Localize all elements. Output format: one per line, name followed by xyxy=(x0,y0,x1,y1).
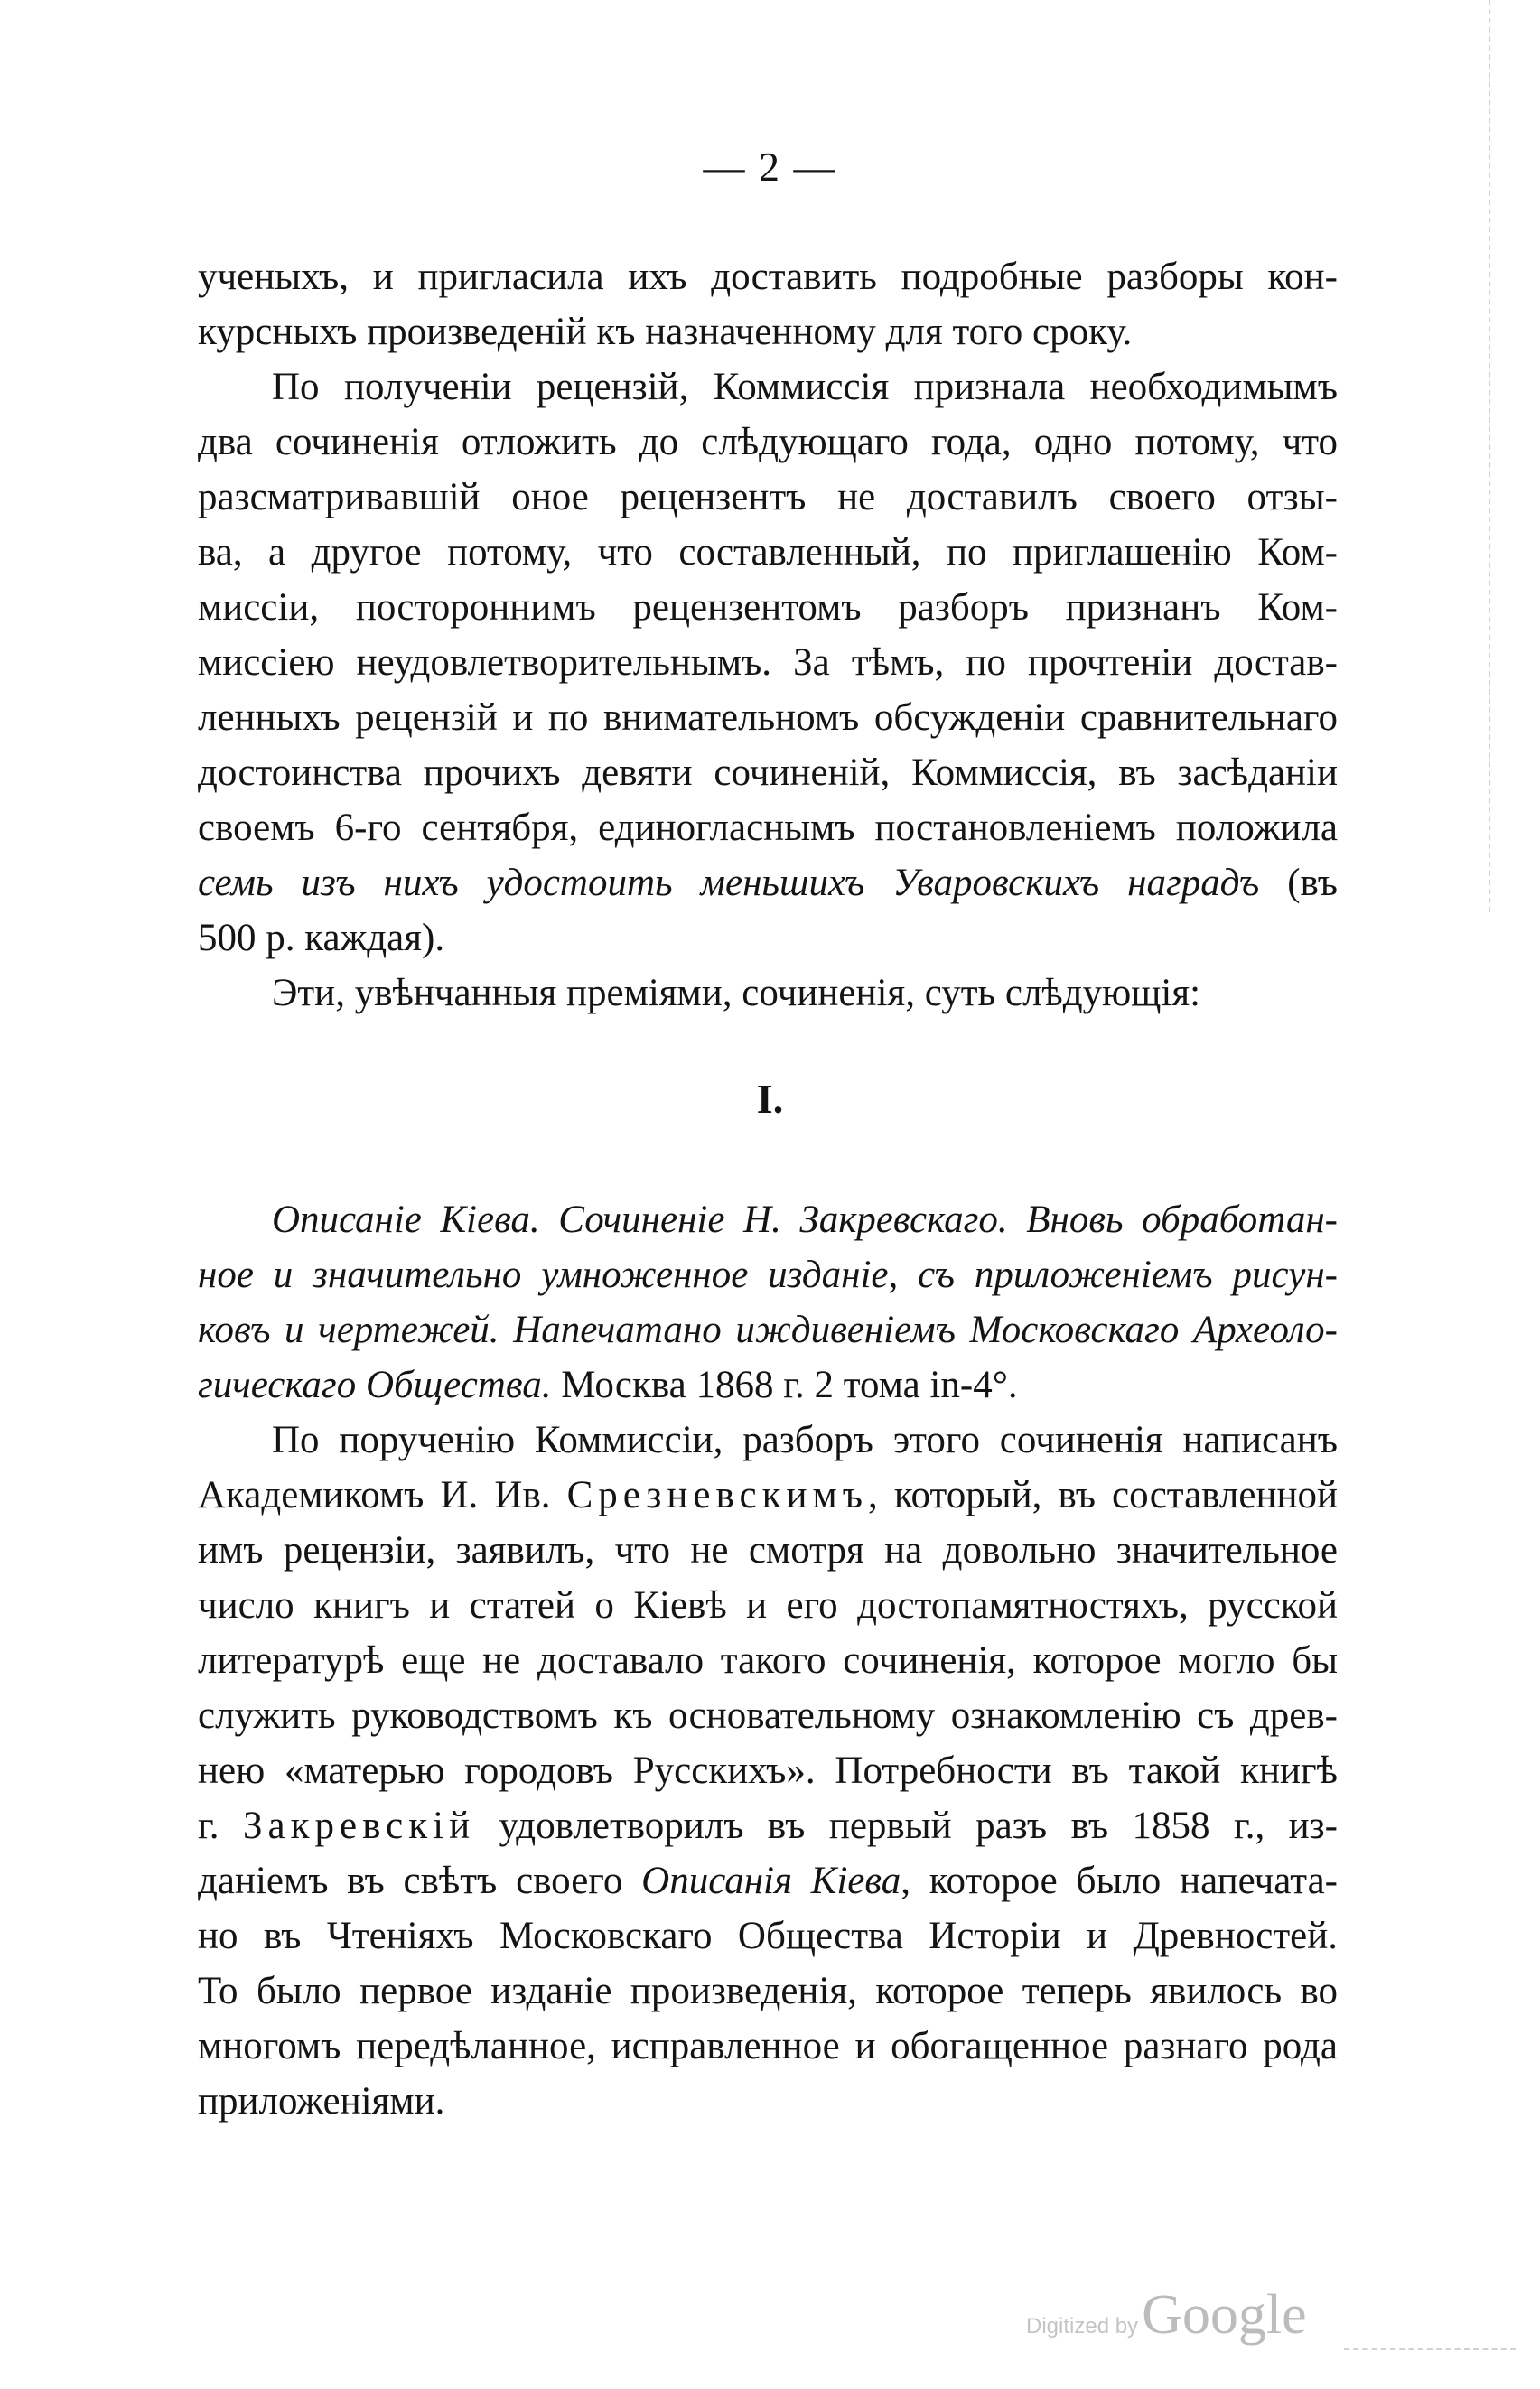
text-line: достоинства прочихъ девяти сочиненій, Коммиссія, въ засѣданіи xyxy=(198,751,1338,794)
text-line: По полученіи рецензій, Коммиссія признала необходимымъ xyxy=(272,366,1338,408)
text-span: Академикомъ И. Ив. xyxy=(198,1474,567,1516)
book-title-line: ное и значительно умноженное изданіе, съ приложеніемъ рисун- xyxy=(198,1254,1338,1296)
text-line xyxy=(198,1468,1338,1523)
page-edge-shadow xyxy=(1489,0,1490,912)
text-line: служить руководствомъ къ основательному ознакомленію съ древ- xyxy=(198,1694,1338,1737)
text-line: нею «матерью городовъ Русскихъ». Потребности въ такой книгѣ xyxy=(198,1750,1338,1792)
text-line: ученыхъ, и пригласила ихъ доставить подробные разборы кон- xyxy=(198,256,1338,298)
body-text-top xyxy=(198,249,1338,1021)
watermark-prefix: Digitized by xyxy=(1026,2314,1139,2338)
page-number: — 2 — xyxy=(703,144,837,190)
author-name: Закревскій xyxy=(242,1805,476,1847)
text-line: литературѣ еще не доставало такого сочиненія, которое могло бы xyxy=(198,1639,1338,1682)
text-line: ленныхъ рецензій и по внимательномъ обсужденіи сравнительнаго xyxy=(198,696,1338,739)
reviewer-name: Срезневскимъ xyxy=(566,1474,868,1516)
text-span: , который, въ составленной xyxy=(867,1474,1338,1516)
text-line: миссіи, постороннимъ рецензентомъ разборъ признанъ Ком- xyxy=(198,586,1338,629)
book-title-inline: Описанія Кіева xyxy=(641,1860,901,1902)
text-line: ва, а другое потому, что составленный, по приглашенію Ком- xyxy=(198,531,1338,574)
award-phrase: семь изъ нихъ удостоить меньшихъ Уваровскихъ наградъ xyxy=(198,862,1260,904)
text-line: По порученію Коммиссіи, разборъ этого сочиненія написанъ xyxy=(272,1419,1338,1461)
book-title-line: Описаніе Кіева. Сочиненіе Н. Закревскаго. Вновь обработан- xyxy=(272,1199,1338,1241)
text-line xyxy=(198,1853,1338,1908)
text-line: 500 р. каждая). xyxy=(198,917,445,959)
body-text-bottom xyxy=(198,1192,1338,2129)
award-tail: (въ xyxy=(1259,862,1338,904)
text-span: г. xyxy=(198,1805,243,1847)
text-span: удовлетворилъ въ первый разъ въ 1858 г., из- xyxy=(475,1805,1338,1847)
text-line xyxy=(198,855,1338,910)
text-line: своемъ 6-го сентября, единогласнымъ постановленіемъ положила xyxy=(198,807,1338,849)
text-line: разсматривавшій оное рецензентъ не доставилъ своего отзы- xyxy=(198,476,1338,518)
text-line: То было первое изданіе произведенія, которое теперь явилось во xyxy=(198,1970,1338,2012)
google-logo: Google xyxy=(1142,2284,1307,2346)
book-title-line xyxy=(198,1358,1338,1413)
text-line xyxy=(198,1798,1338,1853)
text-line: Эти, увѣнчанныя преміями, сочиненія, суть слѣдующія: xyxy=(272,972,1201,1014)
text-line: миссіею неудовлетворительнымъ. За тѣмъ, по прочтеніи достав- xyxy=(198,641,1338,684)
text-line: но въ Чтеніяхъ Московскаго Общества Исторіи и Древностей. xyxy=(198,1915,1338,1957)
text-span: , которое было напечата- xyxy=(901,1860,1338,1902)
text-line: курсныхъ произведеній къ назначенному для того сроку. xyxy=(198,311,1133,353)
scan-artifact-rule xyxy=(1344,2348,1516,2350)
book-title-line: ковъ и чертежей. Напечатано иждивеніемъ Московскаго Археоло- xyxy=(198,1309,1338,1351)
text-span: даніемъ въ свѣтъ своего xyxy=(198,1860,642,1902)
text-line: имъ рецензіи, заявилъ, что не смотря на довольно значительное xyxy=(198,1529,1338,1572)
text-line: два сочиненія отложить до слѣдующаго года, одно потому, что xyxy=(198,421,1338,463)
publisher-name: гическаго Общества. xyxy=(198,1364,552,1406)
section-numeral: I. xyxy=(756,1076,784,1122)
text-line: число книгъ и статей о Кіевѣ и его достопамятностяхъ, русской xyxy=(198,1584,1338,1627)
imprint: Москва 1868 г. 2 тома in-4°. xyxy=(551,1364,1018,1406)
text-line: многомъ передѣланное, исправленное и обогащенное разнаго рода xyxy=(198,2025,1338,2067)
digitized-by-google-watermark xyxy=(1026,2283,1307,2347)
text-line: приложеніями. xyxy=(198,2080,445,2123)
